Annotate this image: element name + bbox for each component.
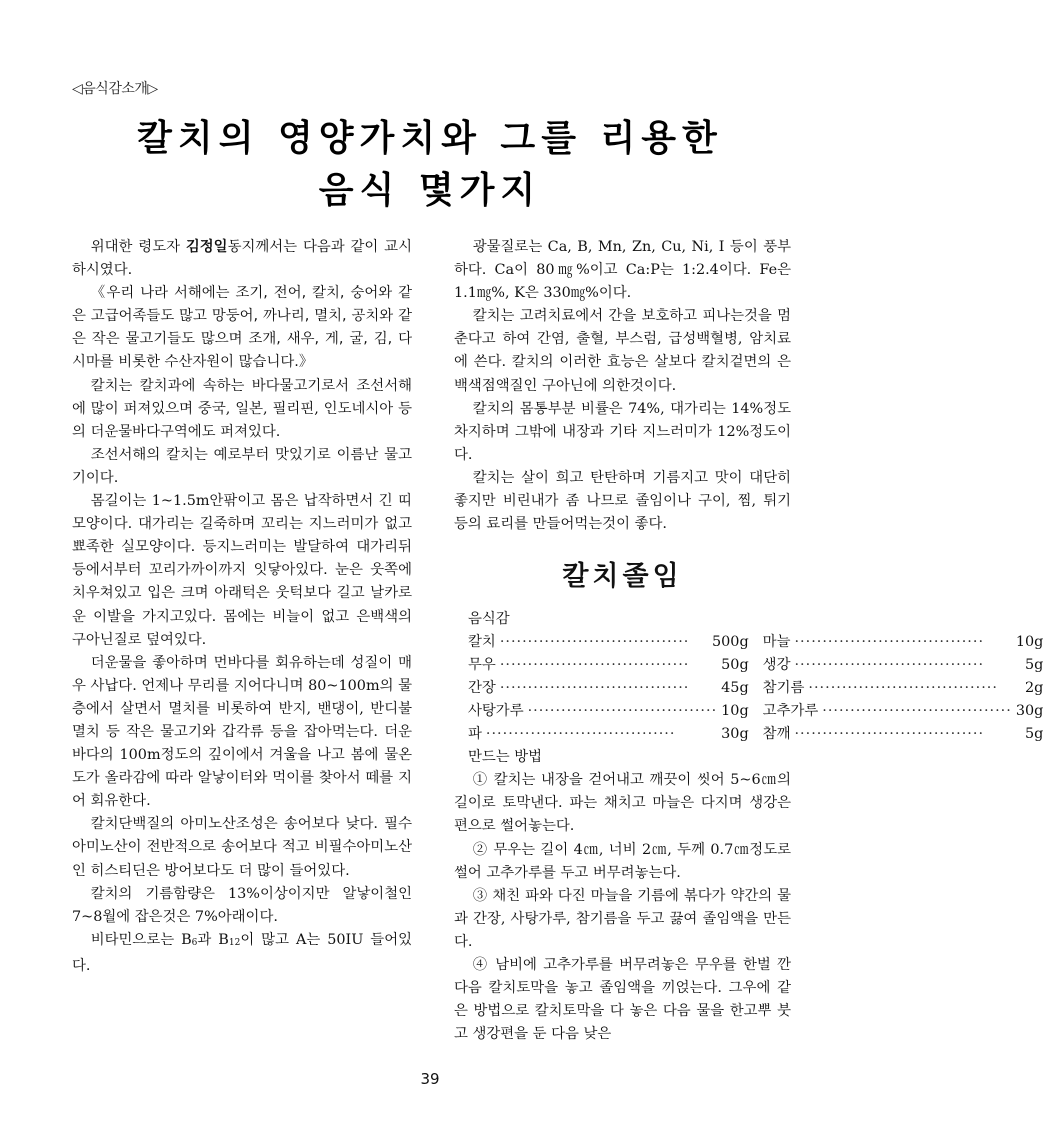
ingredient-amount: 50g (721, 657, 749, 674)
leader-dots (794, 631, 1011, 654)
text: 위대한 령도자 (90, 239, 186, 255)
paragraph: 칼치의 기름함량은 13%이상이지만 알낳이철인 7~8월에 잡은것은 7%아래이다. (72, 885, 412, 925)
ingredients-list (454, 631, 1043, 746)
subscript: 12 (228, 937, 241, 948)
recipe-step: ① 칼치는 내장을 걷어내고 깨끗이 씻어 5~6㎝의 길이로 토막낸다. 파는 채치고 마늘은 다지며 생강은 편으로 썰어놓는다. (454, 772, 791, 835)
recipe-step: ② 무우는 길이 4㎝, 너비 2㎝, 두께 0.7㎝정도로 썰어 고추가루를 두고 버무려놓는다. (454, 841, 791, 881)
ingredient-name: 참깨 (762, 726, 791, 743)
leader-dots (808, 677, 1021, 700)
ingredient-name: 칼치 (468, 634, 496, 651)
ingredient-amount: 45g (721, 680, 749, 697)
ingredient-name: 고추가루 (762, 703, 819, 720)
right-column (454, 236, 1043, 1046)
ingredient-amount: 5g (1024, 657, 1043, 674)
leader-dots (500, 654, 717, 677)
text: 비타민으로는 B (90, 931, 192, 948)
paragraph: 칼치는 칼치과에 속하는 바다물고기로서 조선서해에 많이 퍼져있으며 중국, 일본, 필리핀, 인도네시아 등의 더운물바다구역에도 퍼져있다. (72, 377, 412, 440)
ingredient-name: 생강 (762, 657, 791, 674)
page-number: 39 (420, 1070, 440, 1088)
ingredient-name: 사탕가루 (468, 703, 524, 720)
paragraph: 몸길이는 1~1.5m안팎이고 몸은 납작하면서 긴 띠모양이다. 대가리는 길죽하며 꼬리는 지느러미가 없고 뾰족한 실모양이다. 등지느러미는 발달하여 대가리뒤등에서부터 꼬리가까이까지 잇닿아있다. 눈은 웃쪽에 치우쳐있고 입은 크며 아래턱은 웃턱보다 길고 날카로운 이발을 가지고있다. 몸에는 비늘이 없고 은백색의 구아닌질로 덮여있다. (72, 493, 412, 648)
paragraph: 칼치단백질의 아미노산조성은 송어보다 낮다. 필수아미노산이 전반적으로 송어보다 적고 비필수아미노산인 히스티딘은 방어보다도 더 많이 들어있다. (72, 816, 412, 879)
leader-name: 김정일 (185, 239, 228, 255)
ingredient-item (763, 700, 1043, 723)
recipe-step: ④ 남비에 고추가루를 버무려놓은 무우를 한벌 깐 다음 칼치토막을 놓고 졸임액을 끼얹는다. 그우에 같은 방법으로 칼치토막을 다 놓은 다음 물을 한고뿌 붓고 생강편을 둔 다음 낮은 (454, 956, 791, 1043)
page-title-line-2: 음식 몇가지 (318, 170, 542, 211)
leader-dots (500, 677, 717, 700)
method-heading: 만드는 방법 (468, 749, 543, 766)
paragraph: 칼치는 살이 희고 탄탄하며 기름지고 맛이 대단히 좋지만 비린내가 좀 나므로 졸임이나 구이, 찜, 튀기 등의 료리를 만들어먹는것이 좋다. (454, 469, 791, 533)
ingredient-amount: 10g (1015, 634, 1043, 651)
ingredient-item (763, 677, 1043, 700)
leader-dots (794, 654, 1020, 677)
ingredients-heading: 음식감 (468, 611, 510, 628)
ingredient-item (763, 654, 1043, 677)
recipe-title: 칼치졸임 (562, 561, 683, 593)
ingredient-item (468, 654, 749, 677)
paragraph: 칼치의 몸통부분 비률은 74%, 대가리는 14%정도 차지하며 그밖에 내장과 기타 지느러미가 12%정도이다. (454, 400, 791, 463)
paragraph (72, 236, 412, 282)
ingredient-name: 간장 (468, 680, 496, 697)
text: 과 B (197, 931, 229, 948)
text: 이 많고 A는 50IU 들어있다. (72, 931, 412, 974)
ingredient-item (763, 631, 1043, 654)
recipe-step: ③ 채친 파와 다진 마늘을 기름에 볶다가 약간의 물과 간장, 사탕가루, 참기름을 두고 끓여 졸임액을 만든다. (454, 887, 791, 950)
subscript: 6 (191, 937, 198, 948)
ingredient-name: 마늘 (762, 634, 791, 651)
paragraph: 조선서해의 칼치는 예로부터 맛있기로 이름난 물고기이다. (72, 446, 412, 486)
ingredient-amount: 30g (721, 726, 749, 743)
ingredient-name: 참기름 (762, 680, 805, 697)
page-title-line-1: 칼치의 영양가치와 그를 리용한 (137, 118, 723, 159)
leader-dots (500, 631, 708, 654)
paragraph: 더운물을 좋아하며 먼바다를 회유하는데 성질이 매우 사납다. 언제나 무리를 지어다니며 80~100m의 물층에서 살면서 멸치를 비롯하여 반지, 밴댕이, 반디불멸치 등 작은 물고기와 갑각류 등을 잡아먹는다. 더운 바다의 100m정도의 깊이에서 겨울을 나고 봄에 물온도가 올라감에 따라 알낳이터와 먹이를 찾아서 떼를 지어 회유한다. (72, 654, 412, 810)
ingredient-item (468, 723, 749, 746)
section-tag: ◁음식감소개▷ (72, 81, 158, 97)
ingredient-amount: 5g (1024, 726, 1043, 743)
paragraph: 칼치는 고려치료에서 간을 보호하고 피나는것을 멈춘다고 하여 간염, 출혈, 부스럼, 급성백혈병, 암치료에 쓴다. 칼치의 이러한 효능은 살보다 칼치겉면의 은백색점액질인 구아닌에 의한것이다. (454, 308, 791, 394)
paragraph: 광물질로는 Ca, B, Mn, Zn, Cu, Ni, I 등이 풍부하다. Ca이 80㎎%이고 Ca:P는 1:2.4이다. Fe은 1.1㎎%, K은 330㎎%이다. (454, 239, 791, 302)
ingredient-item (468, 631, 749, 654)
leader-dots (794, 723, 1020, 746)
leader-dots (486, 723, 717, 746)
ingredient-item (468, 677, 749, 700)
leader-dots (822, 700, 1012, 723)
leader-dots (528, 700, 718, 723)
left-column (72, 236, 412, 978)
ingredient-amount: 500g (711, 634, 749, 651)
ingredient-name: 무우 (468, 657, 496, 674)
ingredient-item (763, 723, 1043, 746)
ingredient-amount: 10g (721, 703, 749, 720)
paragraph (72, 929, 412, 978)
ingredient-amount: 30g (1015, 703, 1043, 720)
text: 동지께서는 다음과 같이 교시하시였다. (72, 239, 412, 279)
quote-paragraph: 《우리 나라 서해에는 조기, 전어, 칼치, 숭어와 같은 고급어족들도 많고 망둥어, 까나리, 멸치, 공치와 같은 작은 물고기들도 많으며 조개, 새우, 게, 굴, 김, 다시마를 비롯한 수산자원이 많습니다.》 (72, 285, 412, 371)
ingredient-amount: 2g (1024, 680, 1043, 697)
ingredient-item (468, 700, 749, 723)
ingredient-name: 파 (468, 726, 482, 743)
